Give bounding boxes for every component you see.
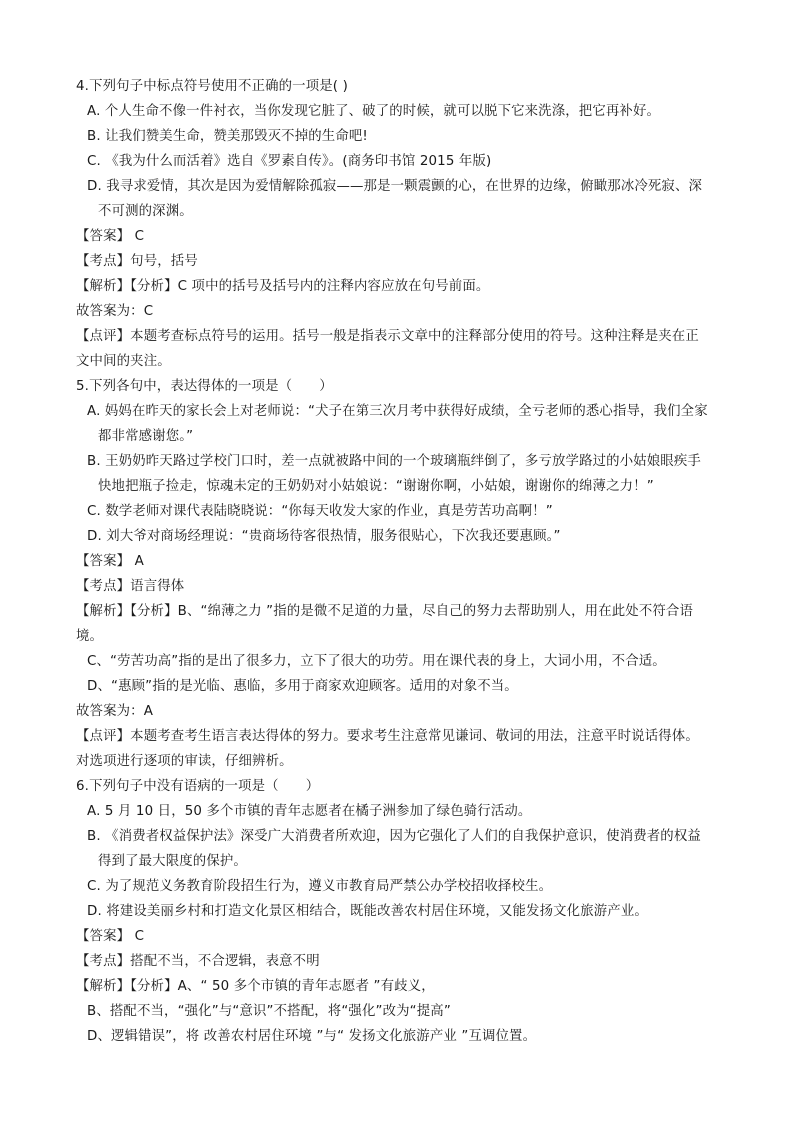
text-line: C. 为了规范义务教育阶段招生行为，遵义市教育局严禁公办学校招收择校生。 [87,879,553,894]
text-line: 不可测的深渊。 [98,204,193,219]
text-line: 快地把瓶子捡走，惊魂未定的王奶奶对小姑娘说：“谢谢你啊，小姑娘，谢谢你的绵薄之力！” [98,479,654,494]
text-line: A. 妈妈在昨天的家长会上对老师说：“犬子在第三次月考中获得好成绩，全亏老师的悉心指导，我们全家 [87,404,708,419]
text-line: 对选项进行逐项的审读，仔细辨析。 [76,754,293,769]
document-page [76,74,726,1049]
text-line: 【答案】 C [76,929,145,944]
text-line: 4.下列句子中标点符号使用不正确的一项是( ) [76,79,348,94]
text-line: C. 《我为什么而活着》选自《罗素自传》。(商务印书馆 2015 年版) [87,154,492,169]
text-line: 【解析】【分析】B、“绵薄之力 ”指的是微不足道的力量，尽自己的努力去帮助别人，用在此处不符合语 [76,604,694,619]
text-line: 【考点】句号，括号 [76,254,198,269]
text-line: D、“惠顾”指的是光临、惠临，多用于商家欢迎顾客。适用的对象不当。 [87,679,518,694]
text-line: 得到了最大限度的保护。 [98,854,247,869]
text-line: 【点评】本题考查标点符号的运用。括号一般是指表示文章中的注释部分使用的符号。这种注释是夹在正 [76,329,699,344]
text-line: 5.下列各句中，表达得体的一项是（ ） [76,379,333,394]
text-line: C. 数学老师对课代表陆晓晓说：“你每天收发大家的作业，真是劳苦功高啊！” [87,504,553,519]
text-line: D. 将建设美丽乡村和打造文化景区相结合，既能改善农村居住环境，又能发扬文化旅游产业。 [87,904,648,919]
text-line: D、逻辑错误”，将 改善农村居住环境 ”与“ 发扬文化旅游产业 ”互调位置。 [87,1029,537,1044]
text-line: B. 《消费者权益保护法》深受广大消费者所欢迎，因为它强化了人们的自我保护意识，使消费者的权益 [87,829,701,844]
text-line: 都非常感谢您。” [98,429,194,444]
text-line: 【答案】 C [76,229,145,244]
text-line: 境。 [76,629,104,644]
text-line: 6.下列句子中没有语病的一项是（ ） [76,779,320,794]
text-line: 故答案为：C [76,304,154,319]
text-line: B. 王奶奶昨天路过学校门口时，差一点就被路中间的一个玻璃瓶绊倒了，多亏放学路过的小姑娘眼疾手 [87,454,701,469]
text-line: 【答案】 A [76,554,144,569]
text-line: D. 刘大爷对商场经理说：“贵商场待客很热情，服务很贴心，下次我还要惠顾。” [87,529,561,544]
text-line: 【解析】【分析】C 项中的括号及括号内的注释内容应放在句号前面。 [76,279,490,294]
text-line: 故答案为：A [76,704,154,719]
text-line: A. 个人生命不像一件衬衣，当你发现它脏了、破了的时候，就可以脱下它来洗涤，把它再补好。 [87,104,661,119]
text-line: A. 5 月 10 日，50 多个市镇的青年志愿者在橘子洲参加了绿色骑行活动。 [87,804,532,819]
text-line: B、搭配不当，“强化”与“意识”不搭配，将“强化”改为“提高” [87,1004,451,1019]
text-line: 【点评】本题考查考生语言表达得体的努力。要求考生注意常见谦词、敬词的用法，注意平时说话得体。 [76,729,699,744]
text-line: 【考点】语言得体 [76,579,185,594]
text-line: 文中间的夹注。 [76,354,171,369]
text-line: B. 让我们赞美生命，赞美那毁灭不掉的生命吧! [87,129,368,144]
text-line: 【考点】搭配不当，不合逻辑，表意不明 [76,954,320,969]
text-line: 【解析】【分析】A、“ 50 多个市镇的青年志愿者 ”有歧义， [76,979,435,994]
text-line: D. 我寻求爱情，其次是因为爱情解除孤寂——那是一颗震颤的心，在世界的边缘，俯瞰那冰冷死寂、深 [87,179,703,194]
text-line: C、“劳苦功高”指的是出了很多力，立下了很大的功劳。用在课代表的身上，大词小用，不合适。 [87,654,666,669]
